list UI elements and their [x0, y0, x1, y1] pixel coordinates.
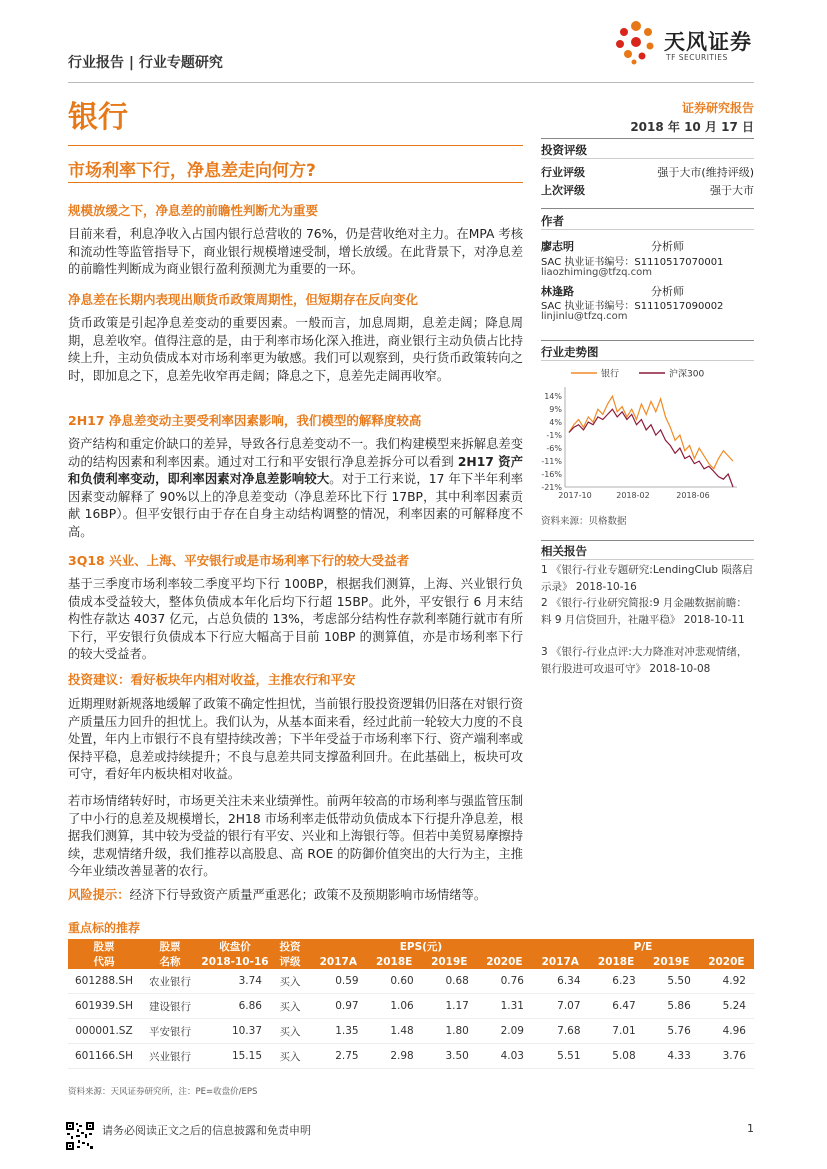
brand-logo: [612, 18, 762, 68]
trend-title: 行业走势图: [541, 345, 599, 359]
rating-title: 投资评级: [541, 143, 587, 157]
trend-divider: [541, 360, 754, 361]
related-title: 相关报告: [541, 544, 587, 558]
section-title-5: 投资建议：看好板块年内相对收益，主推农行和平安: [68, 672, 356, 687]
table-cell: 买入: [270, 1044, 310, 1069]
picks-head-rating: 投资: [270, 939, 310, 954]
picks-note: 资料来源：天风证券研究所，注：PE=收盘价/EPS: [68, 1087, 258, 1097]
picks-subhead: 2019E: [644, 954, 699, 969]
table-cell: 10.37: [200, 1019, 270, 1044]
industry-name: 银行: [68, 100, 128, 135]
table-cell: 5.76: [644, 1019, 699, 1044]
risk-text: 经济下行导致资产质量严重恶化；政策不及预期影响市场情绪等。: [129, 888, 487, 902]
rating-label-2: 上次评级: [541, 184, 585, 197]
picks-subhead: 2018-10-16: [201, 955, 269, 968]
section-body-6: 若市场情绪转好时，市场更关注未来业绩弹性。前两年较高的市场利率与强监管压制了中小行的息差及规模增长，2H18 市场利率走低带动负债成本下行提升净息差，根据我们测算，其中较为受益的银行有平安、兴业和上海银行等。但若中美贸易摩擦持续，悲观情绪升级，我们推荐以高股息、高 ROE 的防御价值突出的大行为主，主推今年业绩改善显著的农行。: [68, 794, 523, 879]
risk-warning: [68, 887, 523, 905]
table-cell: 6.86: [200, 994, 270, 1019]
table-cell: 601166.SH: [68, 1044, 140, 1069]
table-cell: 2.75: [310, 1044, 367, 1069]
brand-sub: TF SECURITIES: [666, 53, 728, 62]
qr-code-icon: [65, 1121, 95, 1151]
y-tick-label: -21%: [541, 483, 562, 492]
related-report-3[interactable]: 3 《银行-行业点评:大力降准对冲悲观情绪，银行股进可攻退可守》 2018-10-08: [541, 646, 748, 675]
table-cell: 3.76: [699, 1044, 754, 1069]
table-cell: 买入: [270, 1019, 310, 1044]
picks-head-pe: P/E: [532, 939, 754, 954]
x-tick-label: 2018-06: [676, 491, 710, 500]
table-cell: 4.03: [477, 1044, 532, 1069]
table-cell: 建设银行: [140, 994, 200, 1019]
picks-subhead: 2020E: [477, 954, 532, 969]
section-body-3b: 。对于工行来说，17 年下半年利率因素变动解释了 90%以上的净息差变动（净息差环比下行 17BP，其中利率因素贡献 16BP）。但平安银行由于存在自身主动结构调整的情况，利率因素的可解释度不高。: [68, 472, 523, 539]
series-line: [569, 396, 733, 469]
picks-header-row-1: [68, 939, 754, 954]
author-divider-top: [541, 208, 754, 209]
table-cell: 5.50: [644, 969, 699, 994]
footer-disclaimer: 请务必阅读正文之后的信息披露和免责申明: [102, 1124, 311, 1137]
picks-subhead: 2017A: [310, 954, 367, 969]
picks-subhead: 2020E: [699, 954, 754, 969]
flower-logo-icon: [612, 18, 660, 66]
title-divider-bottom: [68, 182, 523, 183]
picks-header-row-2: [68, 954, 754, 969]
table-cell: 7.07: [532, 994, 589, 1019]
rating-divider: [541, 158, 754, 159]
table-cell: 4.92: [699, 969, 754, 994]
table-cell: 0.59: [310, 969, 367, 994]
section-title-2: 净息差在长期内表现出顺货币政策周期性，但短期存在反向变化: [68, 292, 419, 307]
picks-head-price: 收盘价: [200, 939, 270, 954]
legend-label: 银行: [601, 369, 620, 380]
report-type: 证券研究报告: [681, 101, 754, 115]
table-cell: 3.50: [422, 1044, 477, 1069]
picks-subhead: 2018E: [367, 954, 422, 969]
author-2-email[interactable]: linjinlu@tfzq.com: [541, 311, 628, 322]
related-divider-top: [541, 540, 754, 541]
table-row: [68, 1044, 754, 1069]
picks-subhead: 2018E: [589, 954, 644, 969]
table-cell: 15.15: [200, 1044, 270, 1069]
table-row: [68, 994, 754, 1019]
author-2-cert: SAC 执业证书编号：S1110517090002: [541, 301, 724, 312]
table-row: [68, 969, 754, 994]
section-body-1: 目前来看，利息净收入占国内银行总营收的 76%，仍是营收绝对主力。在MPA 考核和流动性等监管指导下，商业银行规模增速受制，增长放缓。在此背景下，对净息差的前瞻性判断成为商业银行盈利预测尤为重要的一环。: [68, 227, 523, 277]
table-cell: 7.68: [532, 1019, 589, 1044]
table-cell: 买入: [270, 994, 310, 1019]
related-report-2[interactable]: 2 《银行-行业研究简报:9 月金融数据前瞻：料 9 月信贷回升，社融平稳》 2018-10-11: [541, 597, 747, 626]
picks-table: [68, 939, 754, 1069]
risk-label: 风险提示：: [68, 888, 130, 902]
picks-head-code: 股票: [68, 939, 140, 954]
table-cell: 1.17: [422, 994, 477, 1019]
y-tick-label: -11%: [541, 457, 562, 467]
author-1-role: 分析师: [651, 240, 684, 253]
report-title: 市场利率下行，净息差走向何方?: [68, 161, 316, 181]
section-body-3-bold: 2H17 资产和负债利率变动，即利率因素对净息差影响较大: [68, 454, 523, 487]
table-cell: 0.60: [367, 969, 422, 994]
table-cell: 4.33: [644, 1044, 699, 1069]
table-row: [68, 1019, 754, 1044]
picks-title: 重点标的推荐: [68, 921, 141, 935]
table-cell: 5.24: [699, 994, 754, 1019]
section-body-3a: 资产结构和重定价缺口的差异，导致各行息差变动不一。我们构建模型来拆解息差变动的结构因素和利率因素。通过对工行和平安银行净息差拆分可以看到: [68, 437, 523, 469]
x-tick-label: 2017-10: [558, 491, 592, 500]
author-2-name: 林逢路: [541, 285, 574, 298]
table-cell: 3.74: [200, 969, 270, 994]
table-cell: 农业银行: [140, 969, 200, 994]
table-cell: 6.34: [532, 969, 589, 994]
author-divider: [541, 229, 754, 230]
table-cell: 1.80: [422, 1019, 477, 1044]
header-divider: [68, 82, 754, 83]
table-cell: 1.48: [367, 1019, 422, 1044]
trend-chart: [541, 363, 754, 503]
table-cell: 000001.SZ: [68, 1019, 140, 1044]
report-date: 2018 年 10 月 17 日: [630, 120, 754, 134]
trend-source: 资料来源：贝格数据: [541, 516, 627, 527]
table-cell: 2.98: [367, 1044, 422, 1069]
trend-divider-top: [541, 340, 754, 341]
picks-subhead: 评级: [270, 954, 310, 969]
section-title-4: 3Q18 兴业、上海、平安银行或是市场利率下行的较大受益者: [68, 553, 410, 568]
picks-subhead: 代码: [68, 954, 140, 969]
table-cell: 0.97: [310, 994, 367, 1019]
x-tick-label: 2018-02: [616, 491, 650, 500]
table-cell: 5.86: [644, 994, 699, 1019]
table-cell: 4.96: [699, 1019, 754, 1044]
y-tick-label: 4%: [549, 418, 562, 428]
picks-subhead: 2019E: [422, 954, 477, 969]
table-cell: 买入: [270, 969, 310, 994]
y-tick-label: 9%: [549, 405, 562, 415]
table-cell: 0.68: [422, 969, 477, 994]
page-number: 1: [747, 1122, 754, 1135]
table-cell: 601939.SH: [68, 994, 140, 1019]
y-tick-label: -6%: [546, 444, 562, 454]
author-1-cert: SAC 执业证书编号：S1110517070001: [541, 257, 724, 268]
qr-code: [65, 1121, 95, 1151]
section-body-5: 近期理财新规落地缓解了政策不确定性担忧，当前银行股投资逻辑仍旧落在对银行资产质量压力回升的担忧上。我们认为，从基本面来看，经过此前一轮较大力度的不良处置，年内上市银行不良有望持续改善；下半年受益于市场利率下行、资产端利率或保持平稳，息差或持续提升；不良与息差共同支撑盈利回升。在此基础上，板块可攻可守，看好年内板块相对收益。: [68, 697, 523, 782]
y-tick-label: -1%: [546, 431, 562, 441]
section-title-1: 规模放缓之下，净息差的前瞻性判断尤为重要: [68, 203, 319, 218]
report-category: 行业报告 | 行业专题研究: [68, 55, 223, 71]
y-tick-label: -16%: [541, 470, 562, 480]
table-cell: 5.51: [532, 1044, 589, 1069]
table-cell: 兴业银行: [140, 1044, 200, 1069]
brand-name: 天风证券: [664, 30, 752, 54]
table-cell: 7.01: [589, 1019, 644, 1044]
table-cell: 1.35: [310, 1019, 367, 1044]
title-divider-top: [68, 145, 523, 146]
table-cell: 5.08: [589, 1044, 644, 1069]
picks-subhead: 名称: [140, 954, 200, 969]
picks-subhead: 2017A: [532, 954, 589, 969]
author-1-email[interactable]: liaozhiming@tfzq.com: [541, 267, 652, 278]
table-cell: 0.76: [477, 969, 532, 994]
y-tick-label: 14%: [544, 392, 562, 402]
table-cell: 6.23: [589, 969, 644, 994]
table-cell: 1.06: [367, 994, 422, 1019]
rating-value-2: 强于大市: [710, 184, 754, 197]
table-cell: 6.47: [589, 994, 644, 1019]
section-body-4: 基于三季度市场利率较二季度平均下行 100BP，根据我们测算，上海、兴业银行负债成本受益较大，整体负债成本年化后均下行超 15BP。此外，平安银行 6 月末结构性存款达 4037 亿元，占总负债的 13%，考虑部分结构性存款利率随行就市有所下行，平安银行负债成本下行应大幅高于目前 10BP 的测算值，亦是市场利率下行的较大受益者。: [68, 577, 523, 662]
section-title-3: 2H17 净息差变动主要受利率因素影响，我们模型的解释度较高: [68, 413, 422, 428]
table-cell: 平安银行: [140, 1019, 200, 1044]
related-divider: [541, 559, 754, 560]
table-cell: 2.09: [477, 1019, 532, 1044]
section-body-2: 货币政策是引起净息差变动的重要因素。一般而言，加息周期，息差走阔；降息周期，息差收窄。值得注意的是，由于利率市场化深入推进，商业银行主动负债占比持续上升，主动负债成本对市场利率更为敏感。我们可以观察到，央行货币政策转向之时，即加息之下，息差先收窄再走阔；降息之下，息差先走阔再收窄。: [68, 316, 523, 383]
author-2-role: 分析师: [651, 285, 684, 298]
rating-label-1: 行业评级: [541, 166, 585, 179]
author-1-name: 廖志明: [541, 240, 574, 253]
author-title: 作者: [541, 214, 564, 228]
rating-value-1: 强于大市(维持评级): [657, 166, 754, 179]
table-cell: 601288.SH: [68, 969, 140, 994]
related-report-1[interactable]: 1 《银行-行业专题研究:LendingClub 陨落启示录》 2018-10-16: [541, 564, 753, 593]
rating-divider-top: [541, 138, 754, 139]
section-body-3: [68, 436, 523, 542]
picks-head-name: 股票: [140, 939, 200, 954]
picks-head-eps: EPS(元): [310, 939, 532, 954]
legend-label: 沪深300: [669, 369, 705, 380]
table-cell: 1.31: [477, 994, 532, 1019]
